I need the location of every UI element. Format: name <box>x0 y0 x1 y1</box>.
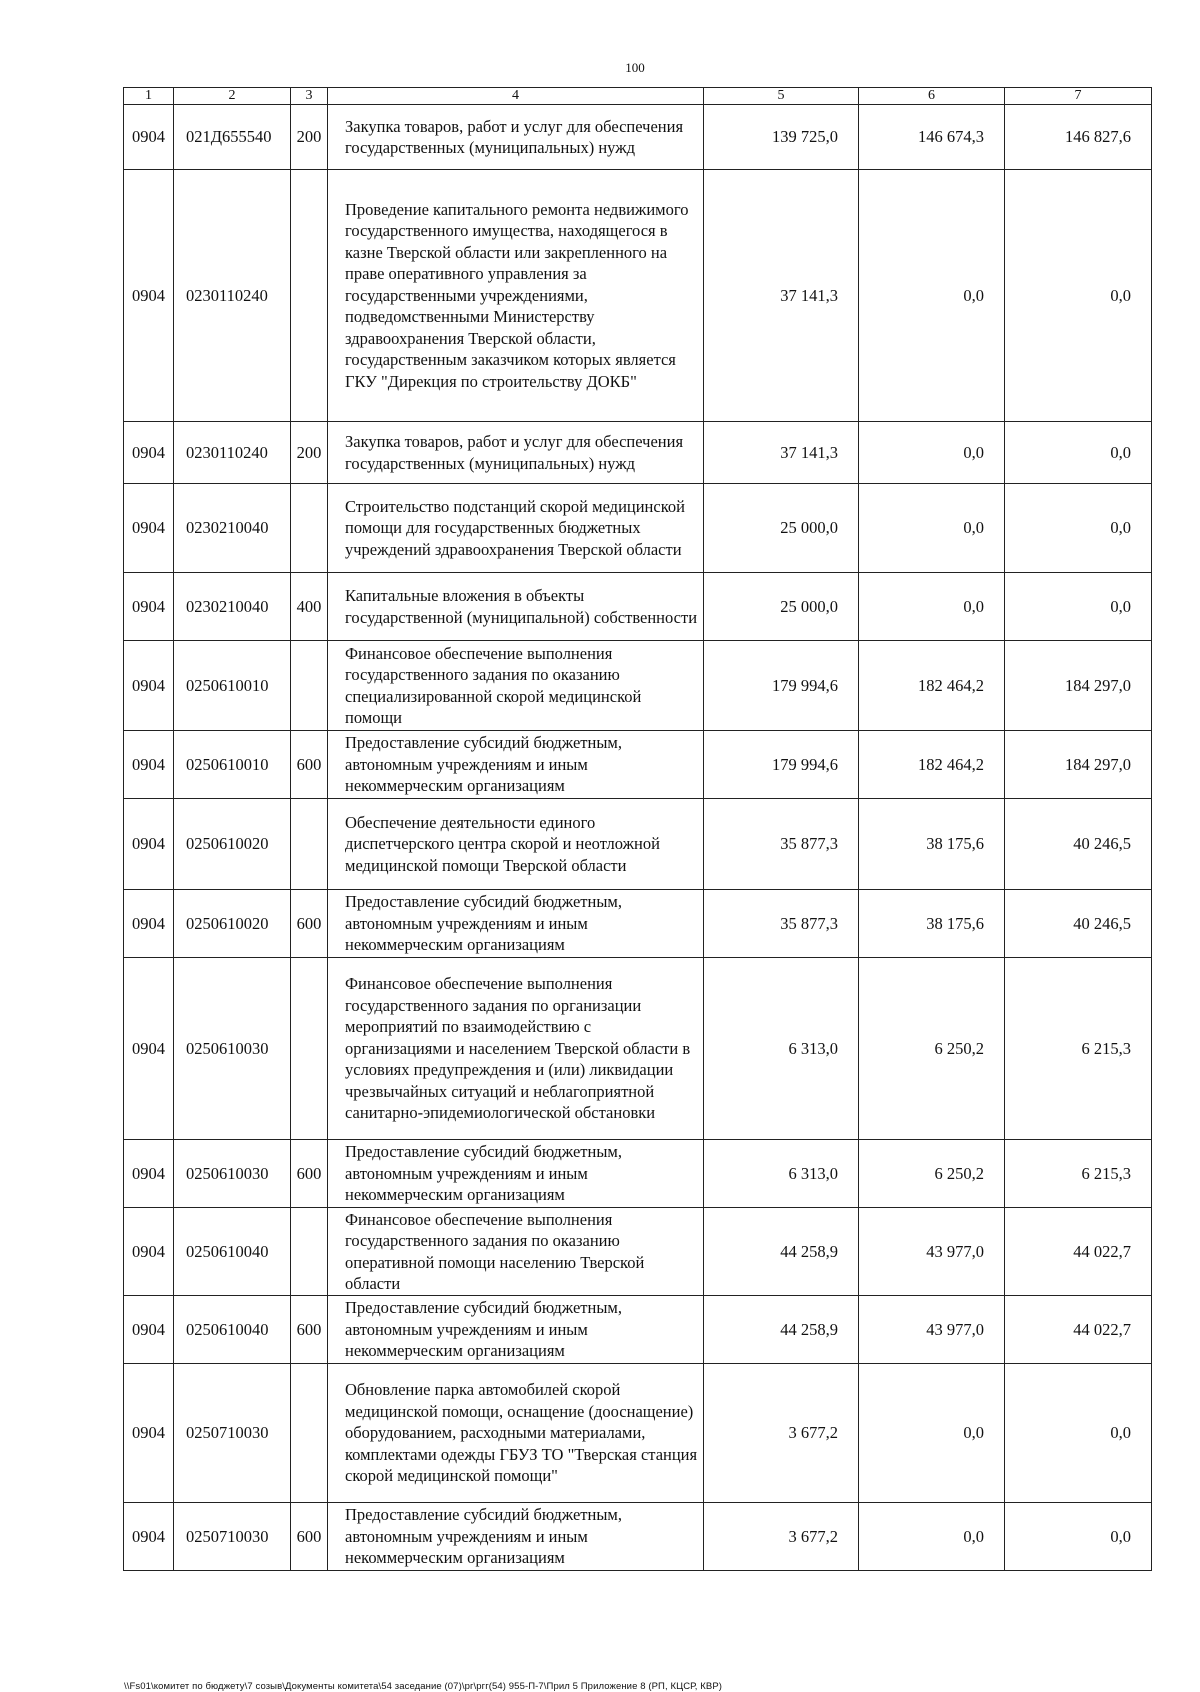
value-cell-5: 44 258,9 <box>704 1208 859 1296</box>
section-cell: 0904 <box>124 731 174 799</box>
value-cell-5: 6 313,0 <box>704 1140 859 1208</box>
value-cell-6: 146 674,3 <box>859 105 1005 170</box>
code-cell: 0230210040 <box>174 484 291 573</box>
value-cell-7: 6 215,3 <box>1005 958 1152 1140</box>
code-cell: 0250610040 <box>174 1296 291 1364</box>
value-cell-5: 44 258,9 <box>704 1296 859 1364</box>
value-cell-7: 40 246,5 <box>1005 799 1152 890</box>
description-cell: Проведение капитального ремонта недвижимого государственного имущества, находящегося в казне Тверской области или закрепленного на праве оперативного управления за государственными учреждениями, подведомственными Министерству здравоохранения Тверской области, государственным заказчиком которых является ГКУ "Дирекция по строительству ДОКБ" <box>328 170 704 422</box>
value-cell-6: 182 464,2 <box>859 641 1005 731</box>
table-row <box>124 1296 1152 1364</box>
kvr-cell: 200 <box>291 105 328 170</box>
value-cell-6: 6 250,2 <box>859 1140 1005 1208</box>
code-cell: 0250610030 <box>174 1140 291 1208</box>
value-cell-7: 0,0 <box>1005 573 1152 641</box>
kvr-cell <box>291 958 328 1140</box>
section-cell: 0904 <box>124 799 174 890</box>
table-row <box>124 484 1152 573</box>
table-row <box>124 1140 1152 1208</box>
section-cell: 0904 <box>124 422 174 484</box>
value-cell-6: 0,0 <box>859 1503 1005 1571</box>
description-cell: Финансовое обеспечение выполнения государственного задания по организации мероприятий по взаимодействию с организациями и населением Тверской области в условиях предупреждения и (или) ликвидации чрезвычайных ситуаций и неблагоприятной санитарно-эпидемиологической обстановки <box>328 958 704 1140</box>
description-cell: Финансовое обеспечение выполнения государственного задания по оказанию оперативной помощи населению Тверской области <box>328 1208 704 1296</box>
header-col-1: 1 <box>124 88 174 105</box>
description-cell: Обновление парка автомобилей скорой медицинской помощи, оснащение (дооснащение) оборудованием, расходными материалами, комплектами одежды ГБУЗ ТО "Тверская станция скорой медицинской помощи" <box>328 1364 704 1503</box>
section-cell: 0904 <box>124 105 174 170</box>
description-cell: Предоставление субсидий бюджетным, автономным учреждениям и иным некоммерческим организациям <box>328 1140 704 1208</box>
value-cell-5: 3 677,2 <box>704 1503 859 1571</box>
description-cell: Закупка товаров, работ и услуг для обеспечения государственных (муниципальных) нужд <box>328 105 704 170</box>
value-cell-7: 184 297,0 <box>1005 731 1152 799</box>
table-row <box>124 1503 1152 1571</box>
header-col-4: 4 <box>328 88 704 105</box>
kvr-cell <box>291 799 328 890</box>
value-cell-5: 139 725,0 <box>704 105 859 170</box>
table-row <box>124 170 1152 422</box>
value-cell-7: 44 022,7 <box>1005 1208 1152 1296</box>
value-cell-6: 6 250,2 <box>859 958 1005 1140</box>
value-cell-6: 43 977,0 <box>859 1208 1005 1296</box>
budget-table <box>123 87 1152 1571</box>
kvr-cell: 600 <box>291 1503 328 1571</box>
value-cell-7: 0,0 <box>1005 484 1152 573</box>
table-row <box>124 731 1152 799</box>
section-cell: 0904 <box>124 958 174 1140</box>
description-cell: Финансовое обеспечение выполнения государственного задания по оказанию специализированной скорой медицинской помощи <box>328 641 704 731</box>
value-cell-5: 37 141,3 <box>704 170 859 422</box>
value-cell-5: 25 000,0 <box>704 573 859 641</box>
value-cell-6: 0,0 <box>859 1364 1005 1503</box>
header-col-2: 2 <box>174 88 291 105</box>
value-cell-5: 6 313,0 <box>704 958 859 1140</box>
table-row <box>124 1208 1152 1296</box>
section-cell: 0904 <box>124 484 174 573</box>
table-row <box>124 890 1152 958</box>
header-col-7: 7 <box>1005 88 1152 105</box>
value-cell-7: 40 246,5 <box>1005 890 1152 958</box>
section-cell: 0904 <box>124 1503 174 1571</box>
value-cell-5: 3 677,2 <box>704 1364 859 1503</box>
kvr-cell: 200 <box>291 422 328 484</box>
section-cell: 0904 <box>124 1364 174 1503</box>
value-cell-6: 0,0 <box>859 573 1005 641</box>
section-cell: 0904 <box>124 641 174 731</box>
value-cell-6: 182 464,2 <box>859 731 1005 799</box>
value-cell-7: 44 022,7 <box>1005 1296 1152 1364</box>
value-cell-7: 146 827,6 <box>1005 105 1152 170</box>
table-row <box>124 1364 1152 1503</box>
value-cell-5: 179 994,6 <box>704 731 859 799</box>
value-cell-5: 25 000,0 <box>704 484 859 573</box>
kvr-cell <box>291 484 328 573</box>
value-cell-7: 0,0 <box>1005 422 1152 484</box>
code-cell: 0230110240 <box>174 422 291 484</box>
section-cell: 0904 <box>124 573 174 641</box>
kvr-cell: 600 <box>291 731 328 799</box>
description-cell: Обеспечение деятельности единого диспетчерского центра скорой и неотложной медицинской помощи Тверской области <box>328 799 704 890</box>
kvr-cell <box>291 1364 328 1503</box>
table-row <box>124 105 1152 170</box>
value-cell-5: 179 994,6 <box>704 641 859 731</box>
value-cell-6: 43 977,0 <box>859 1296 1005 1364</box>
header-col-5: 5 <box>704 88 859 105</box>
value-cell-6: 0,0 <box>859 170 1005 422</box>
kvr-cell <box>291 1208 328 1296</box>
value-cell-6: 38 175,6 <box>859 890 1005 958</box>
section-cell: 0904 <box>124 890 174 958</box>
table-row <box>124 422 1152 484</box>
code-cell: 0250610020 <box>174 799 291 890</box>
table-row <box>124 958 1152 1140</box>
value-cell-7: 0,0 <box>1005 1364 1152 1503</box>
header-col-3: 3 <box>291 88 328 105</box>
value-cell-5: 35 877,3 <box>704 799 859 890</box>
value-cell-6: 38 175,6 <box>859 799 1005 890</box>
section-cell: 0904 <box>124 1208 174 1296</box>
kvr-cell: 600 <box>291 890 328 958</box>
value-cell-7: 184 297,0 <box>1005 641 1152 731</box>
section-cell: 0904 <box>124 1140 174 1208</box>
value-cell-6: 0,0 <box>859 422 1005 484</box>
section-cell: 0904 <box>124 170 174 422</box>
code-cell: 0250610010 <box>174 641 291 731</box>
kvr-cell: 400 <box>291 573 328 641</box>
code-cell: 0250610040 <box>174 1208 291 1296</box>
code-cell: 0250610030 <box>174 958 291 1140</box>
kvr-cell: 600 <box>291 1296 328 1364</box>
description-cell: Предоставление субсидий бюджетным, автономным учреждениям и иным некоммерческим организациям <box>328 1503 704 1571</box>
value-cell-6: 0,0 <box>859 484 1005 573</box>
table-row <box>124 573 1152 641</box>
value-cell-7: 6 215,3 <box>1005 1140 1152 1208</box>
table-body <box>124 105 1152 1571</box>
section-cell: 0904 <box>124 1296 174 1364</box>
table-row <box>124 641 1152 731</box>
value-cell-7: 0,0 <box>1005 1503 1152 1571</box>
code-cell: 0250710030 <box>174 1503 291 1571</box>
description-cell: Предоставление субсидий бюджетным, автономным учреждениям и иным некоммерческим организациям <box>328 731 704 799</box>
description-cell: Предоставление субсидий бюджетным, автономным учреждениям и иным некоммерческим организациям <box>328 890 704 958</box>
header-row <box>124 88 1152 105</box>
footer-file-path: \\Fs01\комитет по бюджету\7 созыв\Документы комитета\54 заседание (07)\рг\ргг(54) 955-П-7\Прил 5 Приложение 8 (РП, КЦСР, КВР) <box>124 1681 723 1692</box>
code-cell: 0250710030 <box>174 1364 291 1503</box>
header-col-6: 6 <box>859 88 1005 105</box>
value-cell-7: 0,0 <box>1005 170 1152 422</box>
code-cell: 0230210040 <box>174 573 291 641</box>
value-cell-5: 35 877,3 <box>704 890 859 958</box>
code-cell: 021Д655540 <box>174 105 291 170</box>
description-cell: Капитальные вложения в объекты государственной (муниципальной) собственности <box>328 573 704 641</box>
value-cell-5: 37 141,3 <box>704 422 859 484</box>
code-cell: 0250610010 <box>174 731 291 799</box>
kvr-cell <box>291 641 328 731</box>
description-cell: Предоставление субсидий бюджетным, автономным учреждениям и иным некоммерческим организациям <box>328 1296 704 1364</box>
kvr-cell: 600 <box>291 1140 328 1208</box>
table-row <box>124 799 1152 890</box>
kvr-cell <box>291 170 328 422</box>
description-cell: Строительство подстанций скорой медицинской помощи для государственных бюджетных учреждений здравоохранения Тверской области <box>328 484 704 573</box>
page-number: 100 <box>625 60 645 75</box>
code-cell: 0250610020 <box>174 890 291 958</box>
description-cell: Закупка товаров, работ и услуг для обеспечения государственных (муниципальных) нужд <box>328 422 704 484</box>
code-cell: 0230110240 <box>174 170 291 422</box>
